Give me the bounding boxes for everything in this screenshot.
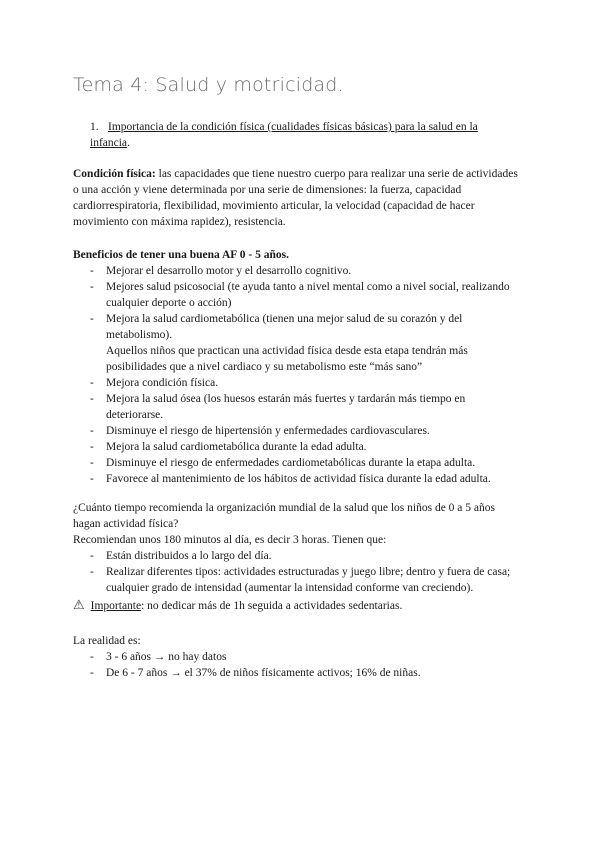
beneficios-list [73, 263, 525, 343]
condicion-text: las capacidades que tiene nuestro cuerpo para realizar una serie de actividades o una acción y viene determinada por una serie de dimensiones: la fuerza, capacidad cardiorrespiratoria, flexibilidad, movimiento articular, la velocidad (capacidad de hacer movimiento con máxima rapidez), resistencia. [73, 168, 518, 228]
warning-text: : no dedicar más de 1h seguida a actividades sedentarias. [141, 600, 403, 612]
beneficios-continuation: Aquellos niños que practican una actividad física desde esta etapa tendrán más posibilidades que a nivel cardiaco y su metabolismo este “más sano” [106, 345, 468, 373]
page-title: Tema 4: Salud y motricidad. [73, 74, 344, 96]
pregunta-list [73, 548, 525, 596]
realidad-heading: La realidad es: [73, 635, 141, 647]
beneficios-section [73, 247, 525, 487]
list-item: - Favorece al mantenimiento de los hábitos de actividad física durante la edad adulta. [73, 471, 525, 487]
section-1-heading [90, 119, 510, 151]
section-heading-text: Importancia de la condición física (cualidades físicas básicas) para la salud en la infancia [90, 121, 478, 149]
section-number: 1. [90, 121, 99, 133]
warning-icon: ⚠ [73, 598, 85, 613]
pregunta-section [73, 500, 525, 614]
section-heading-tail: . [127, 137, 130, 149]
list-item: - Disminuye el riesgo de enfermedades cardiometabólicas durante la etapa adulta. [73, 455, 525, 471]
warning-line [73, 598, 525, 614]
list-item: - Mejora la salud ósea (los huesos estarán más fuertes y tardarán más tiempo en deteriorarse. [73, 391, 525, 423]
list-item: - Mejora condición física. [73, 375, 525, 391]
list-item: - Mejora la salud cardiometabólica (tienen una mejor salud de su corazón y del metabolismo). [73, 311, 525, 343]
list-item: - Mejorar el desarrollo motor y el desarrollo cognitivo. [73, 263, 525, 279]
condicion-label: Condición física: [73, 168, 156, 180]
list-item: - Realizar diferentes tipos: actividades estructuradas y juego libre; dentro y fuera de casa; cualquier grado de intensidad (aumentar la intensidad conforme van creciendo). [73, 564, 525, 596]
warning-label: Importante [90, 600, 142, 612]
list-item: - De 6 - 7 años → el 37% de niños físicamente activos; 16% de niñas. [73, 665, 525, 681]
question-text: ¿Cuánto tiempo recomienda la organización mundial de la salud que los niños de 0 a 5 años hagan actividad física? [73, 502, 495, 530]
condicion-paragraph [73, 166, 525, 230]
list-item: - Disminuye el riesgo de hipertensión y enfermedades cardiovasculares. [73, 423, 525, 439]
beneficios-list-cont [73, 375, 525, 487]
list-item: - Mejora la salud cardiometabólica durante la edad adulta. [73, 439, 525, 455]
beneficios-heading: Beneficios de tener una buena AF 0 - 5 años. [73, 249, 289, 261]
list-item: - Están distribuidos a lo largo del día. [73, 548, 525, 564]
list-item: - Mejores salud psicosocial (te ayuda tanto a nivel mental como a nivel social, realizando cualquier deporte o acción) [73, 279, 525, 311]
realidad-section [73, 633, 525, 681]
list-item: - 3 - 6 años → no hay datos [73, 649, 525, 665]
realidad-list [73, 649, 525, 681]
answer-text: Recomiendan unos 180 minutos al día, es decir 3 horas. Tienen que: [73, 534, 387, 546]
